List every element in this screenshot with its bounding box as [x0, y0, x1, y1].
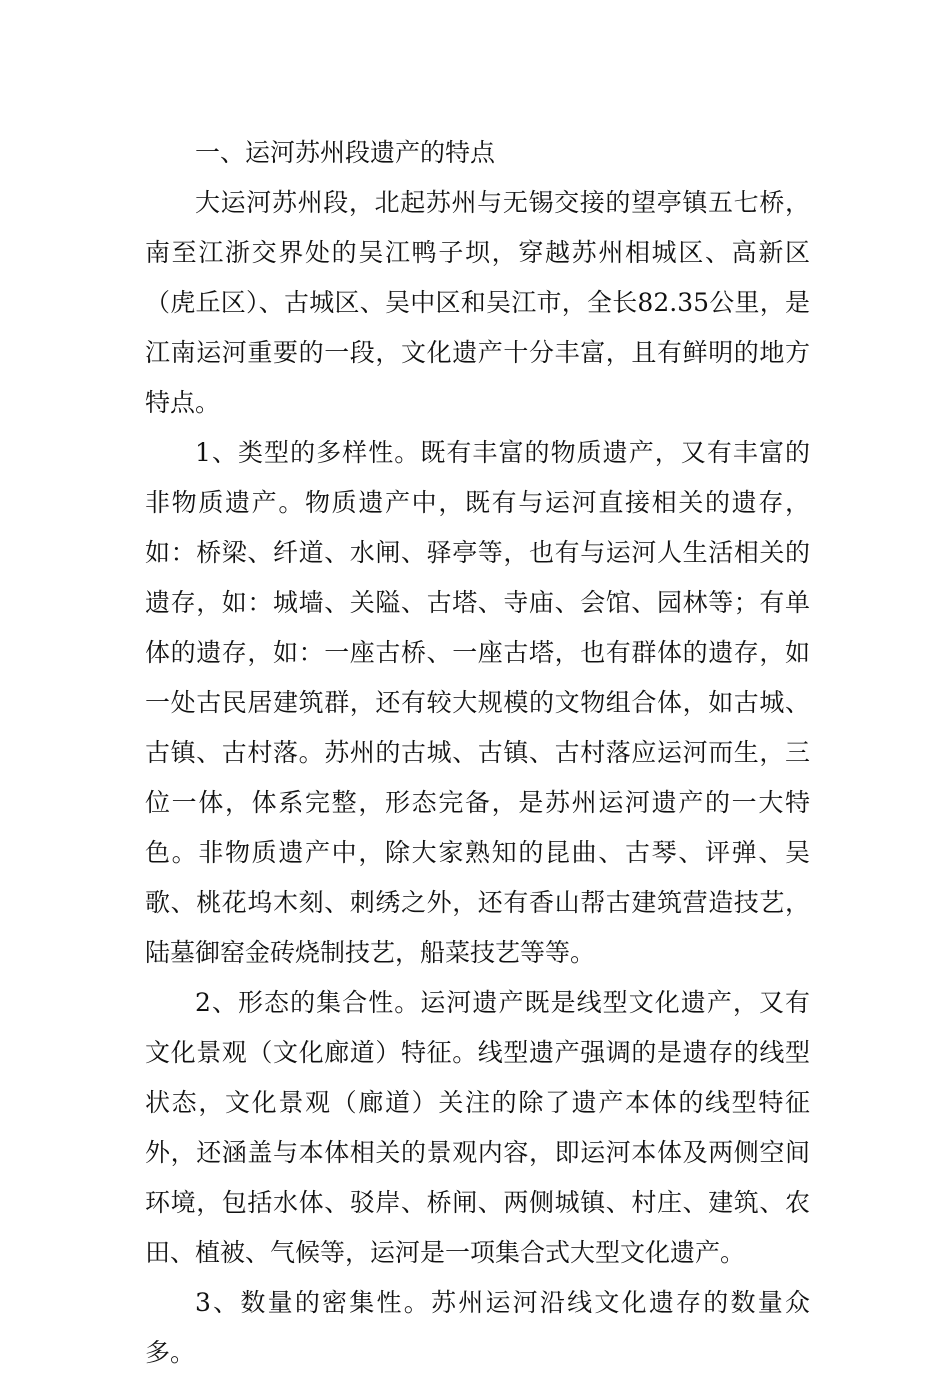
paragraph-density: 3、数量的密集性。苏州运河沿线文化遗存的数量众多。 — [145, 1288, 810, 1367]
section-heading: 一、运河苏州段遗产的特点 — [195, 138, 496, 167]
paragraph-intro: 大运河苏州段，北起苏州与无锡交接的望亭镇五七桥，南至江浙交界处的吴江鸭子坝，穿越苏州相城区、高新区（虎丘区）、古城区、吴中区和吴江市，全长82.35公里，是江南运河重要的一段，文化遗产十分丰富，且有鲜明的地方特点。 — [145, 188, 810, 417]
paragraph-diversity: 1、类型的多样性。既有丰富的物质遗产，又有丰富的非物质遗产。物质遗产中，既有与运河直接相关的遗存，如：桥梁、纤道、水闸、驿亭等，也有与运河人生活相关的遗存，如：城墙、关隘、古塔、寺庙、会馆、园林等；有单体的遗存，如：一座古桥、一座古塔，也有群体的遗存，如一处古民居建筑群，还有较大规模的文物组合体，如古城、古镇、古村落。苏州的古城、古镇、古村落应运河而生，三位一体，体系完整，形态完备，是苏州运河遗产的一大特色。非物质遗产中，除大家熟知的昆曲、古琴、评弹、吴歌、桃花坞木刻、刺绣之外，还有香山帮古建筑营造技艺，陆墓御窑金砖烧制技艺，船菜技艺等等。 — [145, 438, 810, 967]
paragraph-collectivity: 2、形态的集合性。运河遗产既是线型文化遗产，又有文化景观（文化廊道）特征。线型遗产强调的是遗存的线型状态，文化景观（廊道）关注的除了遗产本体的线型特征外，还涵盖与本体相关的景观内容，即运河本体及两侧空间环境，包括水体、驳岸、桥闸、两侧城镇、村庄、建筑、农田、植被、气候等，运河是一项集合式大型文化遗产。 — [145, 988, 810, 1267]
document-page — [145, 128, 810, 1378]
